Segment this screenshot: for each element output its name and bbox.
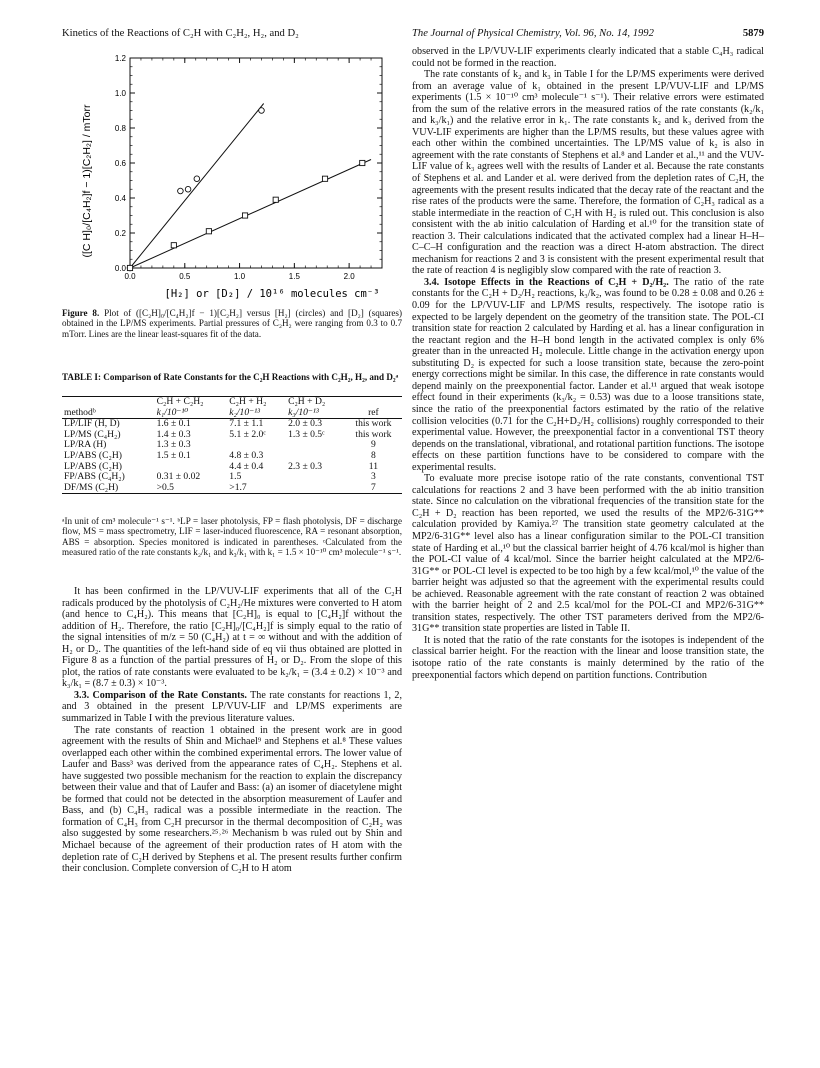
d2-data-point bbox=[127, 265, 132, 270]
table-cell: 3 bbox=[371, 471, 376, 483]
h2-data-point bbox=[259, 108, 265, 114]
table-header-cell bbox=[345, 397, 402, 408]
figure-8-plot bbox=[62, 46, 402, 306]
table-cell: LP/MS (C₄H₂) bbox=[64, 428, 121, 440]
table-cell: LP/RA (H) bbox=[64, 439, 107, 451]
table-cell: 1.6 ± 0.1 bbox=[156, 418, 191, 430]
y-tick-label: 0.4 bbox=[114, 194, 126, 203]
y-tick-label: 1.0 bbox=[114, 89, 126, 98]
table-cell: DF/MS (C₂H) bbox=[64, 481, 119, 493]
table-cell: FP/ABS (C₄H₂) bbox=[64, 471, 125, 483]
table-cell bbox=[286, 483, 345, 494]
figure-caption-label: Figure 8. bbox=[62, 308, 100, 318]
section-3-4 bbox=[412, 277, 764, 473]
y-tick-label: 0.8 bbox=[114, 124, 126, 133]
h2-data-point bbox=[178, 188, 184, 194]
journal-citation: The Journal of Physical Chemistry, Vol. 96, No. 14, 1992 bbox=[412, 28, 654, 39]
table-cell: 0.31 ± 0.02 bbox=[156, 471, 201, 483]
paragraph: observed in the LP/VUV-LIF experiments clearly indicated that a stable C₄H₃ radical could not be formed in the reaction. bbox=[412, 46, 764, 69]
x-tick-label: 1.0 bbox=[234, 272, 246, 281]
rate-constant-table bbox=[62, 396, 402, 494]
table-row bbox=[62, 451, 402, 462]
paragraph: The rate constants of reaction 1 obtained in the present work are in good agreement with the results of Shin and Michael⁹ and Stephens et al.⁸ These values overlapped each other within the combined experimental errors. The lower value of Laufer and Bass³ was derived from the appearance rates of C₄H₂. Stephens et al. have suggested two possible mechanism for the reaction to explain the discrepancy between their value and that of Laufer and Bass: (a) an isomer of diacetylene might be formed that could not be detected in the absorption measurement of Laufer and Bass, and (b) C₄H₃ radical was a possible intermediate in the reaction. The formation of C₄H₃ from C₂H precursor in the thermal decomposition of C₂H₂ was also suggested by some researchers.²⁵˒²⁶ Mechanism b was ruled out by Shin and Michael because of the agreement of their production rates of H atom with the depletion rate of C₂H derived by Stephens et al. The present results further confirm their conclusion. Complete conversion of C₂H to H atom bbox=[62, 724, 402, 875]
x-axis-label: [H₂] or [D₂] / 10¹⁶ molecules cm⁻³ bbox=[164, 288, 380, 300]
table-cell bbox=[286, 440, 345, 451]
table-cell: 4.4 ± 0.4 bbox=[229, 460, 264, 472]
table-cell: 9 bbox=[371, 439, 376, 451]
paragraph: It has been confirmed in the LP/VUV-LIF experiments that all of the C₂H radicals produced by the photolysis of C₂H₂/He mixtures were converted to H atom (and hence to C₄H₂). This means that [C₂H]₀ is equal to [C₄H₂]f without the addition of H₂. Therefore, the ratio [C₂H]₀/[C₄H₂]f is simply equal to the ratio of the signal intensities of m/z = 50 (C₄H₂) at t = ∞ without and with the addition of H₂ or D₂. The quantities of the left-hand side of eq vii thus obtained are plotted in Figure 8 as a function of the partial pressures of H₂ or D₂. From the slope of this plot, the ratios of rate constants were evaluated to be k₂/k₁ = (3.4 ± 0.2) × 10⁻³ and k₃/k₁ = (8.7 ± 0.3) × 10⁻³. bbox=[62, 586, 402, 690]
x-tick-label: 0.5 bbox=[179, 272, 191, 281]
section-3-3 bbox=[62, 690, 402, 725]
y-tick-label: 0.6 bbox=[114, 159, 126, 168]
figure-caption bbox=[62, 308, 402, 339]
figure-caption-text: Plot of ([C₂H]₀/[C₄H₂]f − 1)[C₂H₂] versus [H₂] (circles) and [D₂] (squares) obtained in the LP/MS experiments. Partial pressures of C₂H₂ were ranging from 0.3 to 0.7 mTorr. Lines are the linear least-squares fit of the data. bbox=[62, 308, 402, 339]
page-number: 5879 bbox=[742, 28, 764, 39]
d2-data-point bbox=[171, 243, 176, 248]
table-row bbox=[62, 483, 402, 494]
table-cell bbox=[286, 451, 345, 462]
y-axis-label: ([C H]₀/[C₄H₂]f − 1)[C₂H₂] / mTorr bbox=[81, 104, 93, 258]
section-heading: 3.4. Isotope Effects in the Reactions of C₂H + D₂/H₂. bbox=[424, 276, 669, 288]
table-header-row-bottom bbox=[62, 408, 402, 419]
x-axis-ticks bbox=[124, 58, 371, 281]
y-axis-ticks bbox=[115, 54, 382, 273]
x-tick-label: 0.0 bbox=[124, 272, 136, 281]
running-header-left: Kinetics of the Reactions of C₂H with C₂H₂, H₂, and D₂ bbox=[62, 28, 299, 39]
table-cell: 1.4 ± 0.3 bbox=[156, 428, 191, 440]
h2-fit-line bbox=[130, 104, 264, 269]
d2-data-point bbox=[360, 160, 365, 165]
table-header-cell: k₂/10⁻¹³ bbox=[227, 408, 286, 419]
table-header-cell: C₂H + C₂H₂ bbox=[156, 396, 204, 407]
fit-lines bbox=[130, 104, 371, 269]
paragraph: The rate constants of k₂ and k₃ in Table I for the LP/MS experiments were derived from an average value of k₁ obtained in the present LP/VUV-LIF and LP/MS experiments (1.5 × 10⁻¹⁰ cm³ molecule⁻¹ s⁻¹). Their relative errors were estimated from the sum of the relative errors in the measured ratios of the rate constants (k₂/k₁ and k₃/k₁) and the relative error in k₁. The rate constants k₂ and k₃ derived from the VUV-LIF experiments are higher than the LP/MS results, but these values agree with each other within the combined uncertainties. The LP/MS value of k₂ is also in agreement with the rate constants of Stephens et al.⁸ and Lander et al.,¹¹ and the VUV-LIF value of k₃ agrees well with the results of Lander et al. Because the rate constants of Stephens et al. and Lander et al. were derived from the depletion rates of C₂H, the agreements with the present results indicated that the decay rate of the reactant and the rise rates of the products were the same. Therefore, the formation of C₂H₃ radical as a stable intermediate in the reaction of C₂H with H₂ is ruled out. This conclusion is also consistent with the ab initio calculation of Harding et al.¹⁰ for the transition state of reaction 3. Their calculations indicated that the activated complex had a linear H–H–C–C–H configuration and the reaction was a direct H-atom abstraction. The direct mechanism for reactions 2 and 3 is consistent with the present experimental result that the rate of reaction 4 is negligibly slow compared with the rate of reaction 3. bbox=[412, 69, 764, 277]
y-tick-label: 1.2 bbox=[114, 54, 126, 63]
x-tick-label: 1.5 bbox=[288, 272, 300, 281]
running-header-right bbox=[412, 28, 764, 39]
table-header-cell: ref bbox=[345, 408, 402, 419]
table-cell: 5.1 ± 2.0ᶜ bbox=[229, 428, 266, 440]
table-cell: >1.7 bbox=[229, 481, 247, 493]
table-body bbox=[62, 419, 402, 494]
paragraph: To evaluate more precise isotope ratio of the rate constants, conventional TST calculations for reactions 2 and 3 have been performed with the ab initio transition state. Since no calculation on the vibrational frequencies of the transition state for the C₂H + D₂ reaction has been reported, we used the results of the MP2/6-31G** calculation provided by Kamiya.²⁷ The transition state geometry calculated at the MP2/6-31G** level also has a linear configuration similar to the POL-CI transition state of Harding et al.,¹⁰ but the classical barrier height of 4.76 kcal/mol is higher than the POL-CI value of 4 kcal/mol. Since the barrier height calculated at the MP2/6-31G** or POL-CI level is expected to be too high by a few kcal/mol,¹⁰ the value of the barrier height was adjusted so that the agreement with the experimental results could be achieved. Reasonable agreement with the rate constant of reaction 2 was obtained with the barrier height of 2 and 2.5 kcal/mol for the POL-CI and MP2/6-31G** transition states, respectively. The other TST parameters derived from the MP2/6-31G** transition state properties are listed in Table II. bbox=[412, 473, 764, 635]
h2-data-point bbox=[185, 186, 191, 192]
figure-8 bbox=[62, 46, 402, 306]
d2-data-point bbox=[273, 197, 278, 202]
d2-data-point bbox=[242, 213, 247, 218]
y-tick-label: 0.2 bbox=[114, 229, 126, 238]
y-tick-label: 0.0 bbox=[114, 264, 126, 273]
table-cell: 1.5 bbox=[229, 471, 242, 483]
table-cell: LP/LIF (H, D) bbox=[64, 418, 120, 430]
table-header-cell: methodᵇ bbox=[62, 408, 155, 419]
table-cell: 2.3 ± 0.3 bbox=[288, 460, 323, 472]
table-cell: 1.5 ± 0.1 bbox=[156, 449, 191, 461]
table-header-cell: C₂H + H₂ bbox=[229, 396, 267, 407]
plot-frame bbox=[130, 58, 382, 268]
table-cell: 2.0 ± 0.3 bbox=[288, 418, 323, 430]
data-markers bbox=[127, 108, 365, 271]
table-cell bbox=[286, 472, 345, 483]
table-cell: LP/ABS (C₂H) bbox=[64, 449, 122, 461]
table-1 bbox=[62, 396, 402, 494]
d2-fit-line bbox=[130, 160, 371, 269]
table-cell: LP/ABS (C₂H) bbox=[64, 460, 122, 472]
section-text: The rate constants for reactions 1, 2, and 3 obtained in the present LP/VUV-LIF and LP/MS experiments are summarized in Table I with the previous literature values. bbox=[62, 689, 402, 725]
table-cell: >0.5 bbox=[156, 481, 174, 493]
table-cell: 7.1 ± 1.1 bbox=[229, 418, 264, 430]
section-text: The ratio of the rate constants for the C₂H + D₂/H₂ reactions, k₃/k₂, was found to be 0.28 ± 0.08 and 0.26 ± 0.09 for the LP/VUV-LIF and LP/MS results, respectively. The isotope ratio is expected to be largely dependent on the geometry of the transition state. The POL-CI transition state for reaction 2 calculated by Harding et al. has a linear configuration in the reactant region and the H–H bond length in the activated complex is only 6% greater than in the unreacted H₂ molecule. Little change in the activation energy upon substituting D₂ is expected for such a loose transition state, because the zero-point energy corrections might be similar. In this case, the difference in rate constants would depend mainly on the preexponential factor. Lander et al.¹¹ argued that weak isotope effect found in their experiments (k₃/k₂ = 0.53) was due to a loose transitions state, since the ratio of the preexponential factors estimated by the ratio of the relative collision velocities (0.71 for the C₂H+D₂/H₂ collisions) roughly corresponded to their experimental value. However, the preexponential factor in a conventional TST theory depends on the translational, vibrational, and rotational partition functions. The isotope effects on these partition functions have to be considered to compare with the experimental results. bbox=[412, 276, 765, 473]
table-cell: this work bbox=[355, 428, 392, 440]
table-cell: 11 bbox=[368, 460, 379, 472]
h2-data-point bbox=[194, 176, 200, 182]
table-cell: 1.3 ± 0.5ᶜ bbox=[288, 428, 325, 440]
table-row bbox=[62, 430, 402, 441]
table-header-cell: k₁/10⁻¹⁰ bbox=[155, 408, 228, 419]
table-cell: 4.8 ± 0.3 bbox=[229, 449, 264, 461]
left-column-body bbox=[62, 586, 402, 875]
plot-border bbox=[130, 58, 382, 268]
paragraph: It is noted that the ratio of the rate constants for the isotopes is independent of the classical barrier height. For the reaction with the linear and loose transition state, the isotope ratio of the rate constants is mainly determined by the ratio of the preexponential factors which depend on partition functions. Contribution bbox=[412, 634, 764, 681]
table-cell: 8 bbox=[371, 449, 376, 461]
table-header-cell: C₂H + D₂ bbox=[288, 396, 326, 407]
section-heading: 3.3. Comparison of the Rate Constants. bbox=[74, 689, 247, 701]
table-footnote: ᵃIn unit of cm³ molecule⁻¹ s⁻¹. ᵇLP = laser photolysis, FP = flash photolysis, DF = discharge flow, MS = mass spectrometry, LIF = laser-induced fluorescence, RA = resonant absorption, ABS = absorption. Species monitored is indicated in parentheses. ᶜCalculated from the measured ratio of the rate constants k₂/k₁ and k₃/k₁ with k₁ = 1.5 × 10⁻¹⁰ cm³ molecule⁻¹ s⁻¹. bbox=[62, 516, 402, 557]
table-header-row-top bbox=[62, 397, 402, 408]
table-header-cell bbox=[62, 397, 155, 408]
d2-data-point bbox=[206, 229, 211, 234]
x-tick-label: 2.0 bbox=[343, 272, 355, 281]
table-cell: this work bbox=[355, 418, 392, 430]
table-title: TABLE I: Comparison of Rate Constants for the C₂H Reactions with C₂H₂, H₂, and D₂ᵃ bbox=[62, 372, 399, 382]
d2-data-point bbox=[322, 176, 327, 181]
table-header-cell: k₃/10⁻¹³ bbox=[286, 408, 345, 419]
table-cell: 7 bbox=[371, 481, 376, 493]
table-cell: 1.3 ± 0.3 bbox=[156, 439, 191, 451]
right-column-body bbox=[412, 46, 764, 681]
